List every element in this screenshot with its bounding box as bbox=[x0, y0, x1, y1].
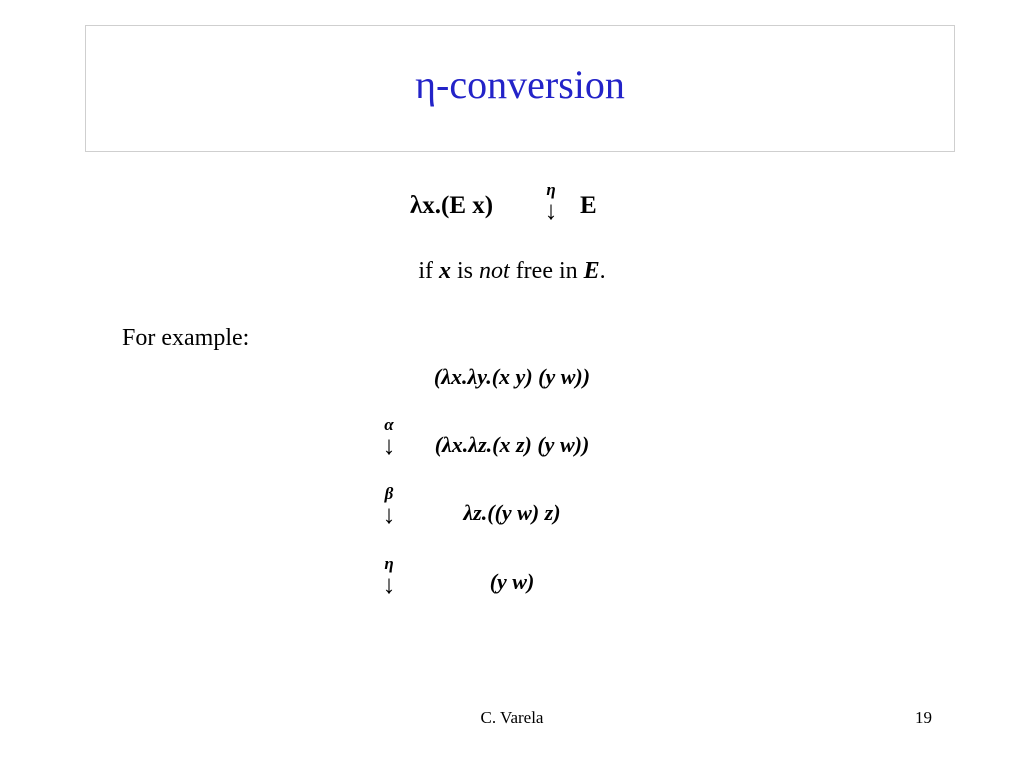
example-step-2: λz.((y w) z) bbox=[463, 500, 561, 525]
title-box bbox=[85, 25, 955, 152]
eta-rule bbox=[0, 182, 1024, 228]
eta-arrow-label: η bbox=[384, 554, 394, 573]
footer-author: C. Varela bbox=[480, 708, 544, 727]
page-number: 19 bbox=[915, 708, 932, 727]
example-label: For example: bbox=[122, 325, 250, 351]
example-step-1: (λx.λz.(x z) (y w)) bbox=[434, 432, 590, 457]
condition-mid1: is bbox=[451, 258, 480, 284]
down-arrow-icon: ↓ bbox=[382, 431, 396, 460]
down-arrow-icon: ↓ bbox=[544, 196, 558, 225]
condition-prefix: if bbox=[418, 258, 439, 284]
rule-arrow bbox=[539, 182, 563, 228]
condition-mid2: free in bbox=[509, 258, 584, 284]
alpha-arrow-label: α bbox=[384, 415, 394, 434]
condition-expr: E bbox=[583, 258, 600, 284]
condition-suffix: . bbox=[599, 258, 606, 284]
down-arrow-icon: ↓ bbox=[382, 570, 396, 599]
down-arrow-icon: ↓ bbox=[382, 500, 396, 529]
rule-rhs: E bbox=[580, 192, 597, 219]
beta-arrow-label: β bbox=[384, 484, 394, 503]
condition-not: not bbox=[479, 258, 510, 284]
example-step-3: (y w) bbox=[489, 569, 535, 594]
example-step-0: (λx.λy.(x y) (y w)) bbox=[433, 364, 591, 389]
slide-title: η-conversion bbox=[415, 62, 625, 107]
rule-lhs: λx.(E x) bbox=[410, 192, 494, 219]
rule-condition bbox=[0, 258, 1024, 285]
condition-var: x bbox=[439, 258, 451, 284]
rule-arrow-label: η bbox=[546, 180, 556, 199]
